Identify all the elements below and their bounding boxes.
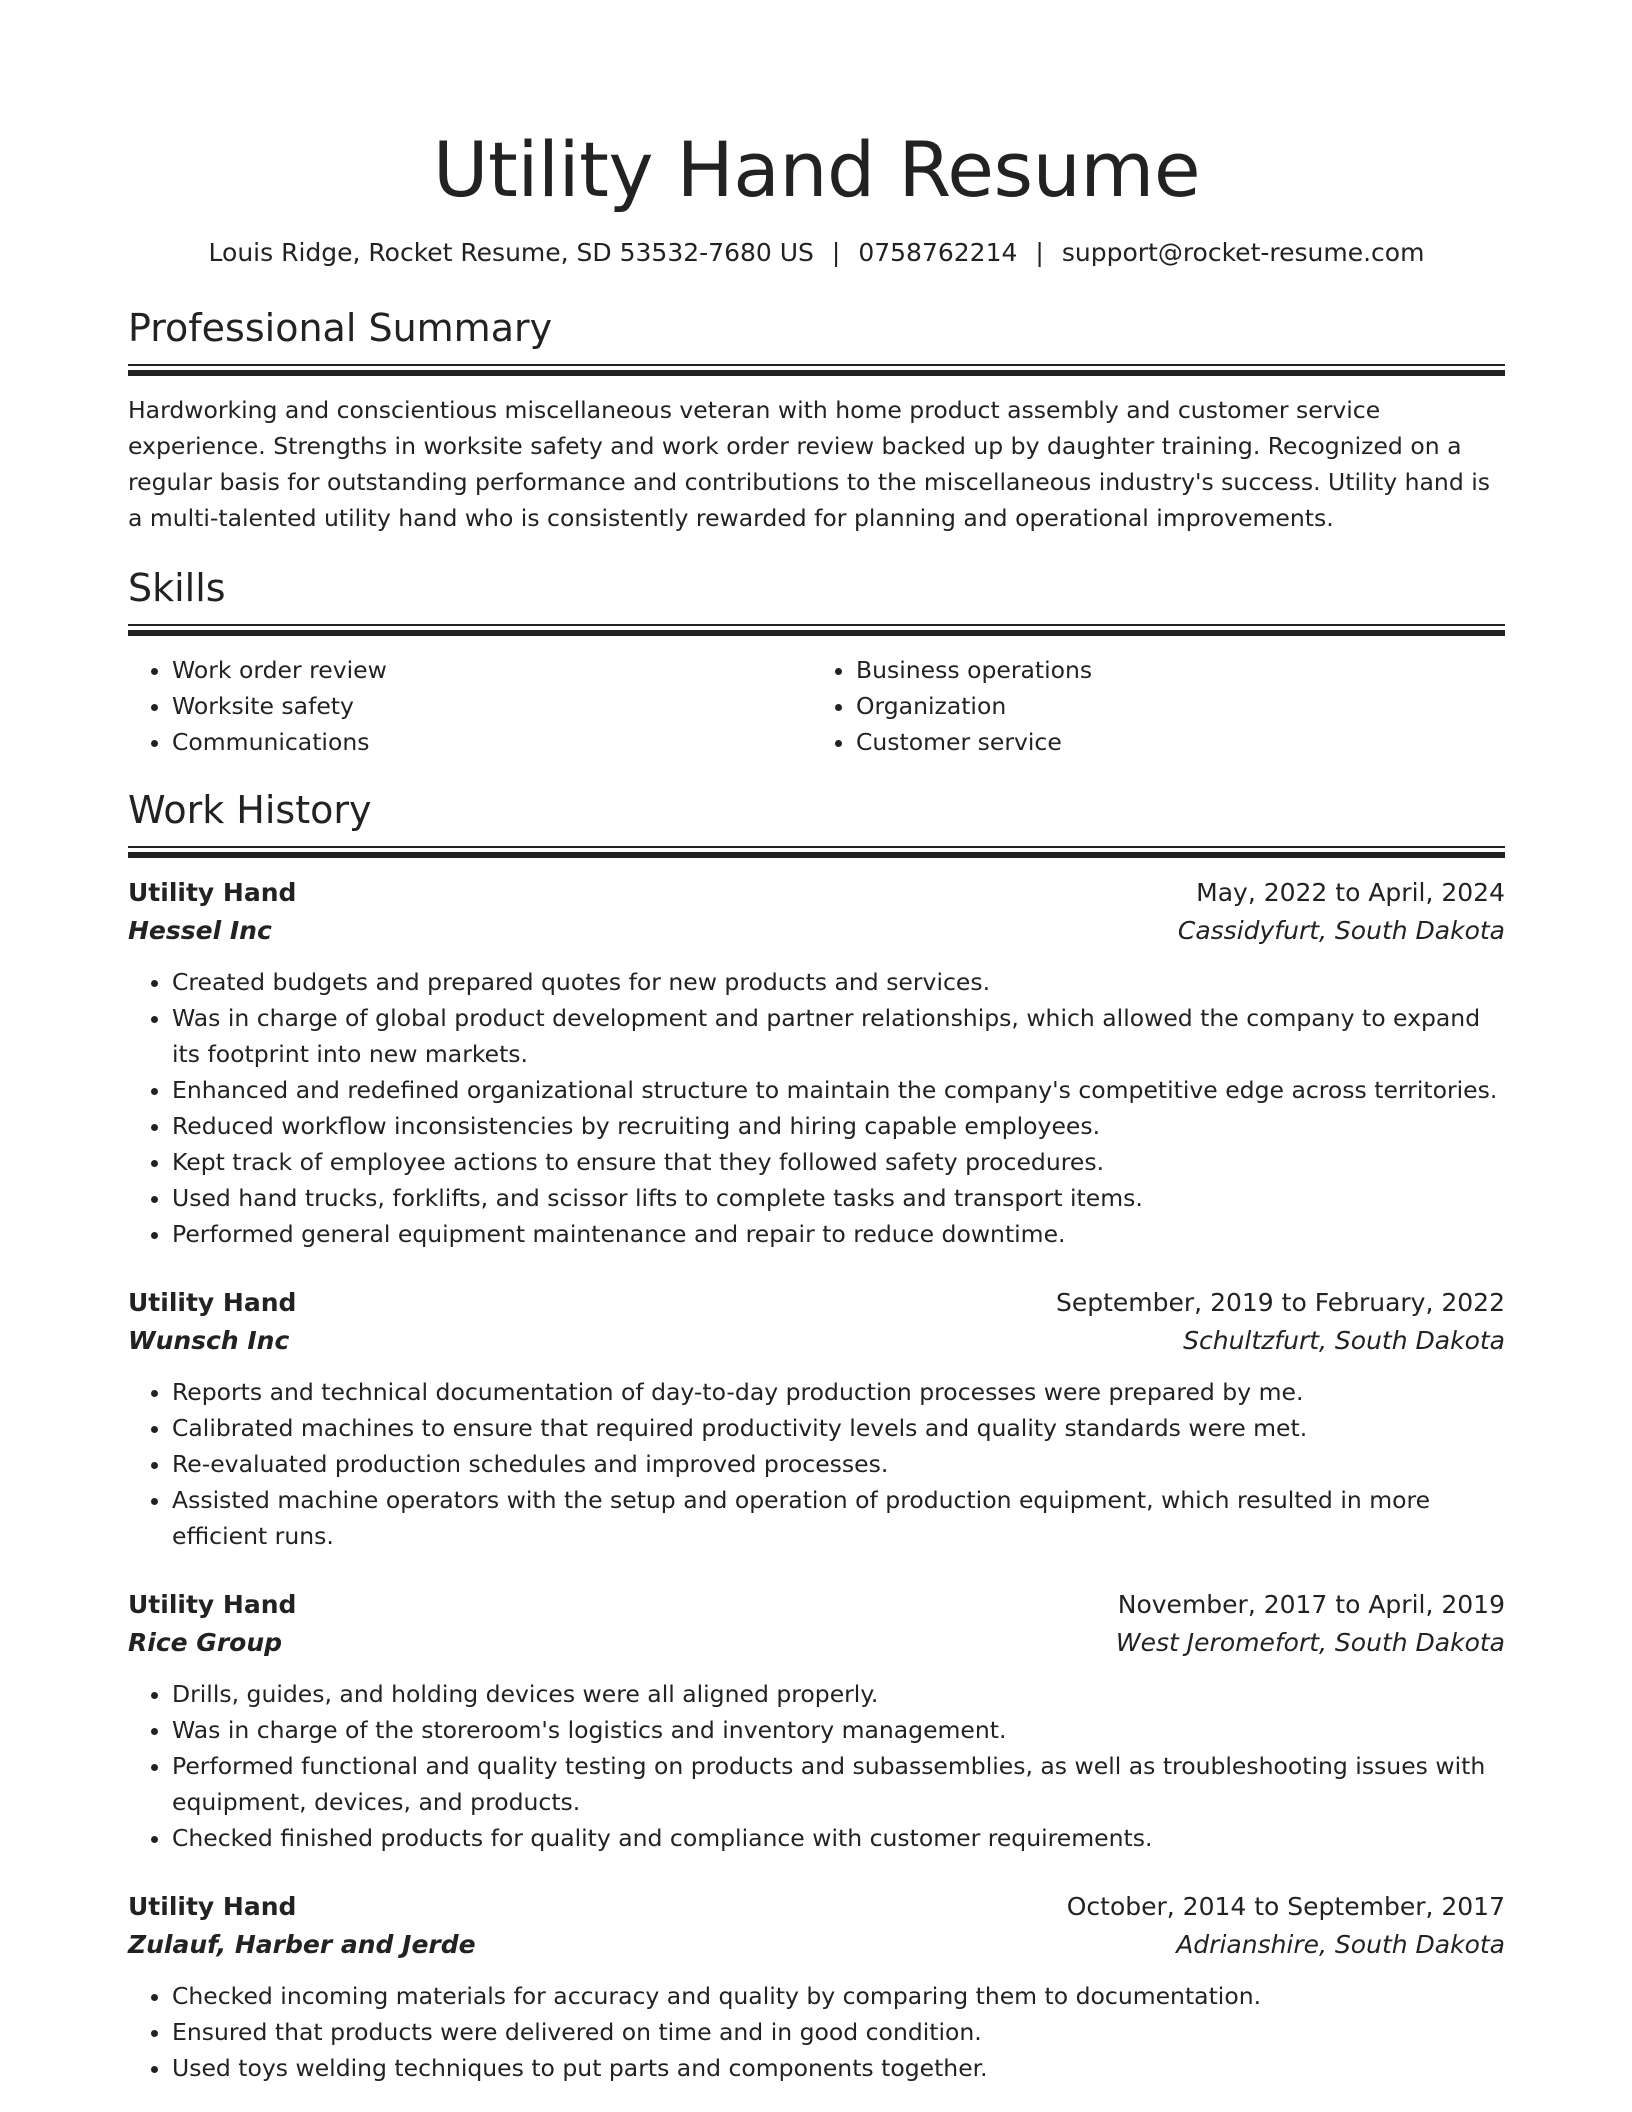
job-dates: October, 2014 to September, 2017 bbox=[1066, 1892, 1505, 1921]
job-bullet: • Drills, guides, and holding devices were all aligned properly. bbox=[172, 1676, 1505, 1712]
job-bullet: • Checked incoming materials for accuracy and quality by comparing them to documentation. bbox=[172, 1978, 1505, 2014]
job-bullet: • Used hand trucks, forklifts, and scissor lifts to complete tasks and transport items. bbox=[172, 1180, 1505, 1216]
job-bullet: • Re-evaluated production schedules and improved processes. bbox=[172, 1446, 1505, 1482]
skill-item: • Work order review bbox=[172, 652, 806, 688]
job-bullet: • Checked finished products for quality and compliance with customer requirements. bbox=[172, 1820, 1505, 1856]
skills-heading: Skills bbox=[128, 566, 226, 610]
skills-section bbox=[128, 564, 1505, 760]
job-bullets bbox=[128, 1978, 1505, 2086]
job-header bbox=[128, 1586, 1505, 1624]
job-bullet: • Created budgets and prepared quotes for new products and services. bbox=[172, 964, 1505, 1000]
job-location: Cassidyfurt, South Dakota bbox=[1177, 916, 1505, 945]
contact-separator: | bbox=[1035, 238, 1044, 267]
summary-heading: Professional Summary bbox=[128, 306, 553, 350]
job-title: Utility Hand bbox=[128, 1892, 297, 1921]
contact-separator: | bbox=[831, 238, 841, 267]
job-title: Utility Hand bbox=[128, 878, 297, 907]
job-bullet: • Ensured that products were delivered on time and in good condition. bbox=[172, 2014, 1505, 2050]
contact-address: Louis Ridge, Rocket Resume, SD 53532-7680 US bbox=[208, 238, 814, 267]
job-bullet: • Was in charge of global product development and partner relationships, which allowed the company to expand its footprint into new markets. bbox=[172, 1000, 1505, 1072]
job-dates: May, 2022 to April, 2024 bbox=[1196, 878, 1505, 907]
job-header bbox=[128, 1888, 1505, 1926]
skill-item: • Customer service bbox=[856, 724, 1484, 760]
job-company: Wunsch Inc bbox=[128, 1326, 290, 1355]
job-bullet: • Reduced workflow inconsistencies by recruiting and hiring capable employees. bbox=[172, 1108, 1505, 1144]
job-subheader bbox=[128, 1322, 1505, 1360]
job-bullet: • Used toys welding techniques to put parts and components together. bbox=[172, 2050, 1505, 2086]
job-dates: September, 2019 to February, 2022 bbox=[1056, 1288, 1505, 1317]
job-location: West Jeromefort, South Dakota bbox=[1115, 1628, 1505, 1657]
job-subheader bbox=[128, 912, 1505, 950]
contact-line bbox=[128, 236, 1505, 270]
skills-column-left bbox=[128, 652, 806, 760]
job-dates: November, 2017 to April, 2019 bbox=[1117, 1590, 1505, 1619]
skills-column-right bbox=[806, 652, 1484, 760]
job-bullet: • Enhanced and redefined organizational structure to maintain the company's competitive edge across territories. bbox=[172, 1072, 1505, 1108]
job-bullet: • Assisted machine operators with the setup and operation of production equipment, which resulted in more efficient runs. bbox=[172, 1482, 1505, 1554]
job-bullets bbox=[128, 1374, 1505, 1554]
skill-item: • Communications bbox=[172, 724, 806, 760]
job-location: Schultzfurt, South Dakota bbox=[1183, 1326, 1505, 1355]
job-entry bbox=[128, 1284, 1505, 1554]
job-bullet: • Performed functional and quality testing on products and subassemblies, as well as troubleshooting issues with equipment, devices, and products. bbox=[172, 1748, 1505, 1820]
job-bullets bbox=[128, 1676, 1505, 1856]
work-history-section bbox=[128, 786, 1505, 2086]
job-subheader bbox=[128, 1624, 1505, 1662]
job-company: Rice Group bbox=[128, 1628, 283, 1657]
skill-item: • Business operations bbox=[856, 652, 1484, 688]
job-title: Utility Hand bbox=[128, 1590, 297, 1619]
job-company: Hessel Inc bbox=[128, 916, 272, 945]
job-location: Adrianshire, South Dakota bbox=[1176, 1930, 1505, 1959]
job-bullet: • Reports and technical documentation of day-to-day production processes were prepared by me. bbox=[172, 1374, 1505, 1410]
summary-section bbox=[128, 304, 1505, 536]
skill-item: • Worksite safety bbox=[172, 688, 806, 724]
job-bullets bbox=[128, 964, 1505, 1252]
job-bullet: • Kept track of employee actions to ensure that they followed safety procedures. bbox=[172, 1144, 1505, 1180]
job-entry bbox=[128, 1586, 1505, 1856]
section-divider bbox=[128, 846, 1505, 858]
section-divider bbox=[128, 624, 1505, 636]
resume-page bbox=[128, 0, 1505, 2086]
job-bullet: • Calibrated machines to ensure that required productivity levels and quality standards were met. bbox=[172, 1410, 1505, 1446]
skill-item: • Organization bbox=[856, 688, 1484, 724]
job-company: Zulauf, Harber and Jerde bbox=[128, 1930, 476, 1959]
job-title: Utility Hand bbox=[128, 1288, 297, 1317]
contact-phone: 0758762214 bbox=[858, 238, 1018, 267]
skills-list bbox=[128, 652, 1505, 760]
work-history-heading: Work History bbox=[128, 788, 372, 832]
section-divider bbox=[128, 364, 1505, 376]
job-header bbox=[128, 1284, 1505, 1322]
job-bullet: • Performed general equipment maintenance and repair to reduce downtime. bbox=[172, 1216, 1505, 1252]
job-bullet: • Was in charge of the storeroom's logistics and inventory management. bbox=[172, 1712, 1505, 1748]
summary-text: Hardworking and conscientious miscellaneous veteran with home product assembly and customer service experience. Strengths in worksite safety and work order review backed up by daughter training. Recognized on a regular basis for outstanding performance and contributions to the miscellaneous industry's success. Utility hand is a multi-talented utility hand who is consistently rewarded for planning and operational improvements. bbox=[128, 396, 1490, 532]
contact-email: support@rocket-resume.com bbox=[1061, 238, 1425, 267]
job-entry bbox=[128, 874, 1505, 1252]
job-header bbox=[128, 874, 1505, 912]
job-subheader bbox=[128, 1926, 1505, 1964]
resume-title: Utility Hand Resume bbox=[432, 125, 1201, 214]
job-entry bbox=[128, 1888, 1505, 2086]
